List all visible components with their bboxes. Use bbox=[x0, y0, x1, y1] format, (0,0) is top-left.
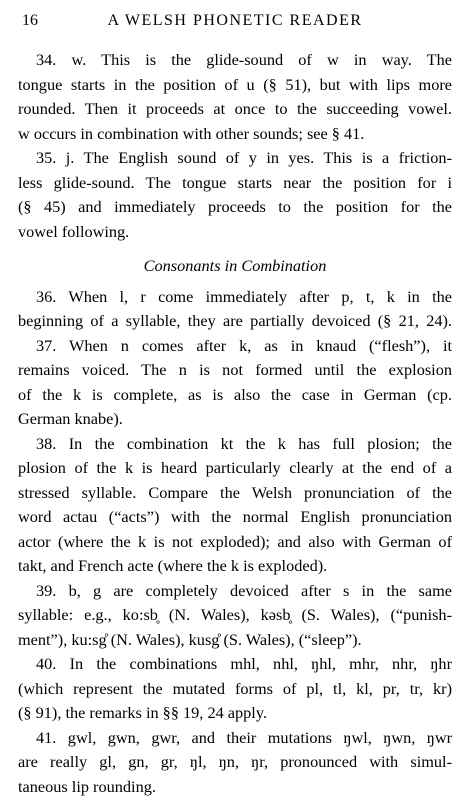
text-line: 40. In the combinations mhl, nhl, ŋhl, mhr, nhr, ŋhr bbox=[18, 652, 452, 677]
text-line: 36. When l, r come immediately after p, t, k in the bbox=[18, 285, 452, 310]
page-header bbox=[22, 12, 448, 34]
text-line: 39. b, g are completely devoiced after s in the same bbox=[18, 579, 452, 604]
text-line: actor (where the k is not exploded); and also with German of bbox=[18, 530, 452, 555]
text-line: rounded. Then it proceeds at once to the succeeding vowel. bbox=[18, 97, 452, 122]
text-line: 38. In the combination kt the k has full plosion; the bbox=[18, 432, 452, 457]
text-line: 37. When n comes after k, as in knaud (“flesh”), it bbox=[18, 334, 452, 359]
text-line: 41. gwl, gwn, gwr, and their mutations ŋwl, ŋwn, ŋwr bbox=[18, 726, 452, 751]
text-line: taneous lip rounding. bbox=[18, 775, 452, 799]
text-line: German knabe). bbox=[18, 407, 452, 432]
text-line: (§ 91), the remarks in §§ 19, 24 apply. bbox=[18, 701, 452, 726]
text-line: plosion of the k is heard particularly clearly at the end of a bbox=[18, 456, 452, 481]
text-line: (which represent the mutated forms of pl, tl, kl, pr, tr, kr) bbox=[18, 677, 452, 702]
section-heading: Consonants in Combination bbox=[18, 254, 452, 279]
text-line: 35. j. The English sound of y in yes. This is a friction- bbox=[18, 146, 452, 171]
text-line: remains voiced. The n is not formed until the explosion bbox=[18, 358, 452, 383]
text-line: stressed syllable. Compare the Welsh pronunciation of the bbox=[18, 481, 452, 506]
page-body bbox=[18, 48, 452, 799]
text-line: ment”), ku:sg̊ (N. Wales), kusg̊ (S. Wales), (“sleep”). bbox=[18, 628, 452, 653]
text-line: vowel following. bbox=[18, 220, 452, 245]
page-number: 16 bbox=[22, 12, 38, 30]
text-line: tongue starts in the position of u (§ 51), but with lips more bbox=[18, 73, 452, 98]
text-line: syllable: e.g., ko:sb̥ (N. Wales), kəsb̥ (S. Wales), (“punish- bbox=[18, 603, 452, 628]
text-line: (§ 45) and immediately proceeds to the position for the bbox=[18, 195, 452, 220]
text-line: word actau (“acts”) with the normal English pronunciation bbox=[18, 505, 452, 530]
text-line: 34. w. This is the glide-sound of w in way. The bbox=[18, 48, 452, 73]
text-line: of the k is complete, as is also the case in German (cp. bbox=[18, 383, 452, 408]
text-line: are really gl, gn, gr, ŋl, ŋn, ŋr, pronounced with simul- bbox=[18, 750, 452, 775]
text-line: less glide-sound. The tongue starts near the position for i bbox=[18, 171, 452, 196]
text-line: w occurs in combination with other sounds; see § 41. bbox=[18, 122, 452, 147]
running-title: A WELSH PHONETIC READER bbox=[22, 12, 448, 30]
text-line: beginning of a syllable, they are partially devoiced (§ 21, 24). bbox=[18, 309, 452, 334]
text-line: takt, and French acte (where the k is exploded). bbox=[18, 554, 452, 579]
